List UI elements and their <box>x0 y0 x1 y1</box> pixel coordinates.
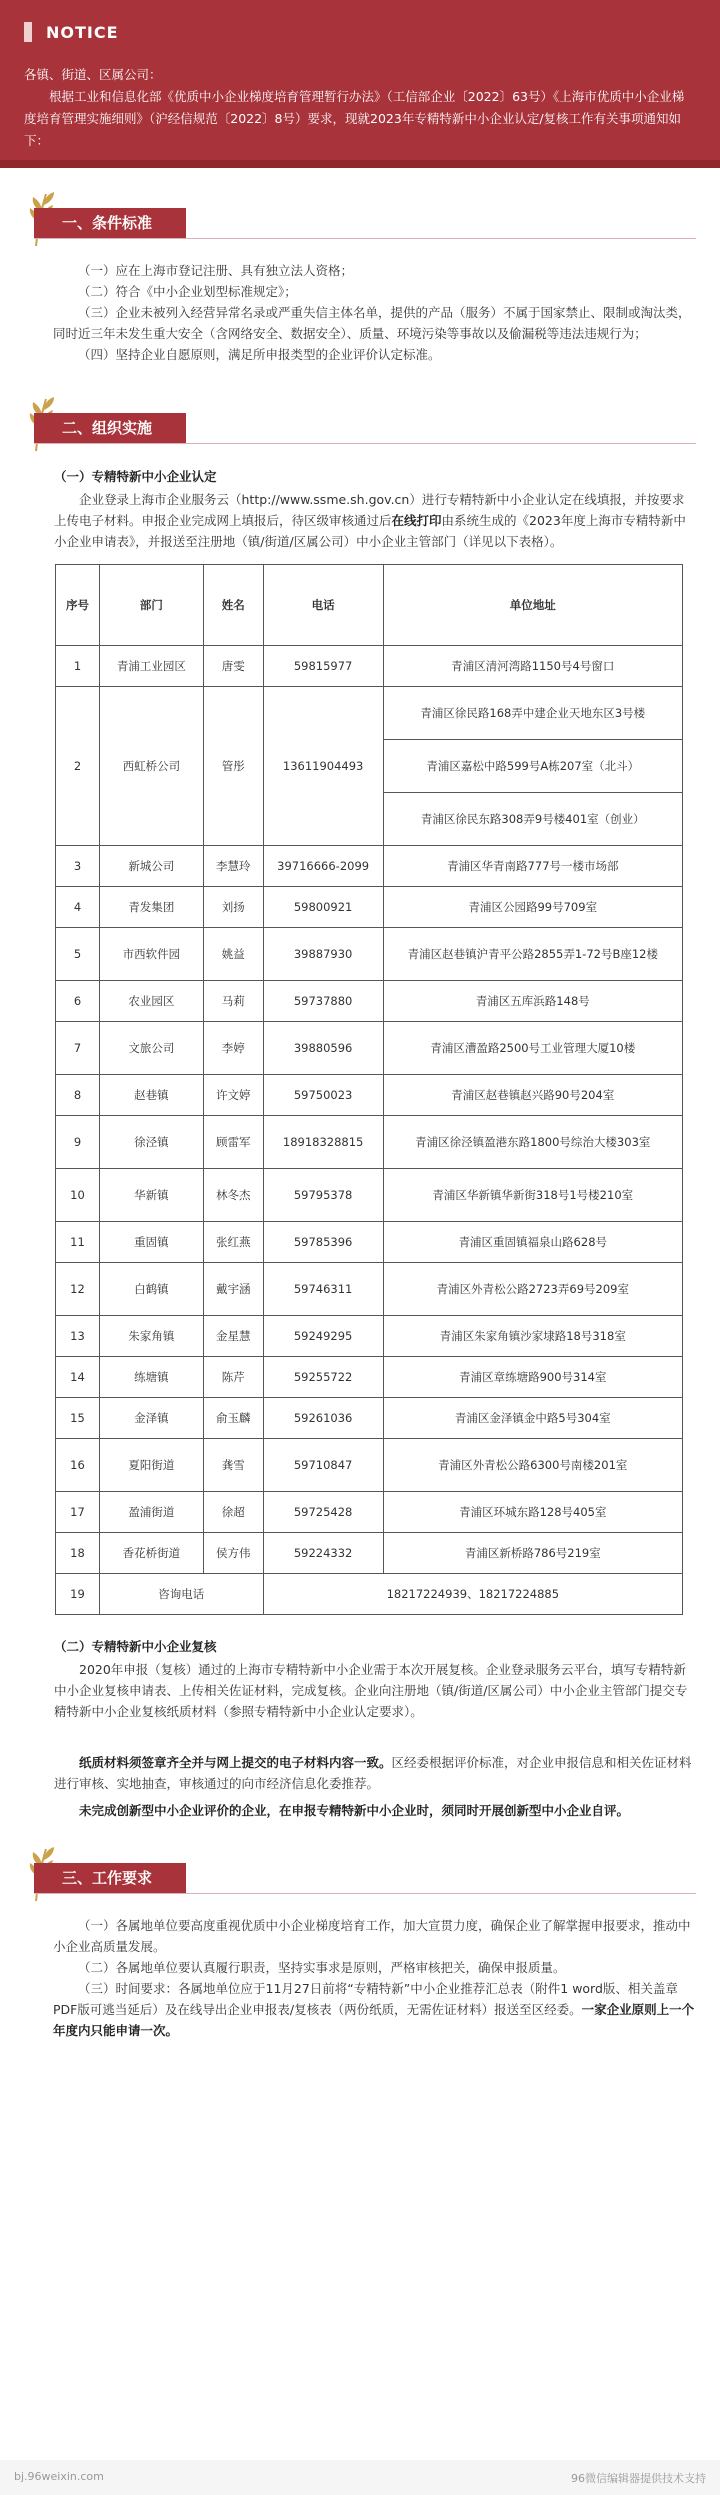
body-bold-text: 纸质材料须签章齐全并与网上提交的电子材料内容一致。 <box>79 1755 392 1770</box>
intro-paragraph: 根据工业和信息化部《优质中小企业梯度培育管理暂行办法》（工信部企业〔2022〕63号）《上海市优质中小企业梯度培育管理实施细则》（沪经信规范〔2022〕8号）要求，现就2023年专精特新中小企业认定/复核工作有关事项通知如下： <box>24 89 685 148</box>
subsection-body: 2020年申报（复核）通过的上海市专精特新中小企业需于本次开展复核。企业登录服务云平台，填写专精特新中小企业复核申请表、上传相关佐证材料，完成复核。企业向注册地（镇/街道/区属公司）中小企业主管部门提交专精特新中小企业复核纸质材料（参照专精特新中小企业认定要求）。 <box>54 1662 688 1719</box>
cell-dept: 华新镇 <box>99 1169 203 1222</box>
header-address: 单位地址 <box>383 565 682 646</box>
cell-address: 青浦区公园路99号709室 <box>383 887 682 928</box>
body-bold-text: 一家企业原则上一个年度内只能申请一次。 <box>53 2002 695 2038</box>
cell-name: 马莉 <box>203 981 263 1022</box>
cell-address: 青浦区华新镇华新街318号1号楼210室 <box>383 1169 682 1222</box>
section-header <box>24 393 696 453</box>
cell-address: 青浦区赵巷镇沪青平公路2855弄1-72号B座12楼 <box>383 928 682 981</box>
cell-dept: 农业园区 <box>99 981 203 1022</box>
cell-address: 青浦区赵巷镇赵兴路90号204室 <box>383 1075 682 1116</box>
body-text: 区经委根据评价标准，对企业申报信息和相关佐证材料进行审核、实地抽查，审核通过的向市经济信息化委推荐。 <box>54 1755 692 1791</box>
notice-banner <box>0 0 720 168</box>
cell-phone: 59800921 <box>263 887 383 928</box>
table-row <box>56 981 683 1022</box>
cell-phone: 39716666-2099 <box>263 846 383 887</box>
cell-phone: 18918328815 <box>263 1116 383 1169</box>
cell-no: 9 <box>56 1116 100 1169</box>
table-row <box>56 1222 683 1263</box>
cell-name: 许文婷 <box>203 1075 263 1116</box>
cell-name: 刘扬 <box>203 887 263 928</box>
cell-name: 唐雯 <box>203 646 263 687</box>
table-row <box>56 887 683 928</box>
greeting: 各镇、街道、区属公司： <box>24 67 162 82</box>
table-row <box>56 646 683 687</box>
cell-no: 16 <box>56 1439 100 1492</box>
cell-phone: 59224332 <box>263 1533 383 1574</box>
cell-no: 3 <box>56 846 100 887</box>
cell-dept: 新城公司 <box>99 846 203 887</box>
header-no: 序号 <box>56 565 100 646</box>
cell-no: 8 <box>56 1075 100 1116</box>
cell-dept: 朱家角镇 <box>99 1316 203 1357</box>
section-header <box>24 1843 696 1903</box>
cell-phone: 59737880 <box>263 981 383 1022</box>
section-divider <box>34 1893 696 1894</box>
table-row <box>56 1357 683 1398</box>
cell-name: 林冬杰 <box>203 1169 263 1222</box>
cell-name: 顾雷军 <box>203 1116 263 1169</box>
consult-row <box>56 1574 683 1615</box>
table-row <box>56 846 683 887</box>
header-phone: 电话 <box>263 565 383 646</box>
cell-dept: 重固镇 <box>99 1222 203 1263</box>
cell-no: 14 <box>56 1357 100 1398</box>
cell-name: 李慧玲 <box>203 846 263 887</box>
contact-table <box>55 564 683 1615</box>
cell-dept: 西虹桥公司 <box>99 687 203 846</box>
section-implementation <box>0 393 720 1821</box>
requirement-item <box>53 1978 696 2041</box>
page-footer <box>0 2460 720 2495</box>
table-row <box>56 1169 683 1222</box>
cell-dept: 金泽镇 <box>99 1398 203 1439</box>
cell-phone: 59795378 <box>263 1169 383 1222</box>
section-divider <box>34 238 696 239</box>
table-row <box>56 1263 683 1316</box>
cell-dept: 香花桥街道 <box>99 1533 203 1574</box>
footer-credit: 96微信编辑器提供技术支持 <box>571 2472 706 2485</box>
section-conditions <box>0 188 720 365</box>
header-dept: 部门 <box>99 565 203 646</box>
subsection-body <box>54 489 696 552</box>
cell-name: 李婷 <box>203 1022 263 1075</box>
cell-phone: 59750023 <box>263 1075 383 1116</box>
table-header-row <box>56 565 683 646</box>
section-divider <box>34 443 696 444</box>
cell-address: 青浦区朱家角镇沙家埭路18号318室 <box>383 1316 682 1357</box>
cell-phone: 59255722 <box>263 1357 383 1398</box>
table-row <box>56 1533 683 1574</box>
cell-no: 5 <box>56 928 100 981</box>
section-title: 一、条件标准 <box>34 208 186 238</box>
cell-address: 青浦区章练塘路900号314室 <box>383 1357 682 1398</box>
cell-address: 青浦区重固镇福泉山路628号 <box>383 1222 682 1263</box>
section-requirements <box>0 1843 720 2041</box>
body-text: （三）时间要求：各属地单位应于11月27日前将“专精特新”中小企业推荐汇总表（附件1 word版、相关盖章PDF版可逃当延后）及在线导出企业申报表/复核表（两份纸质，无需佐证材料）报送至区经委。 <box>53 1981 678 2017</box>
cell-phone: 39887930 <box>263 928 383 981</box>
cell-dept: 文旅公司 <box>99 1022 203 1075</box>
cell-phone: 59785396 <box>263 1222 383 1263</box>
cell-address: 青浦区华青南路777号一楼市场部 <box>383 846 682 887</box>
cell-no: 17 <box>56 1492 100 1533</box>
materials-paragraph <box>54 1752 696 1794</box>
table-body <box>56 646 683 1615</box>
cell-name: 侯方伟 <box>203 1533 263 1574</box>
cell-no: 1 <box>56 646 100 687</box>
requirement-item: （二）各属地单位要认真履行职责，坚持实事求是原则，严格审核把关，确保申报质量。 <box>78 1960 566 1975</box>
cell-address: 青浦区外青松公路2723弄69号209室 <box>383 1263 682 1316</box>
table-row <box>56 687 683 740</box>
section-title: 二、组织实施 <box>34 413 186 443</box>
condition-item: （二）符合《中小企业划型标准规定》； <box>78 284 297 299</box>
table-row <box>56 1316 683 1357</box>
cell-phone: 13611904493 <box>263 687 383 846</box>
cell-name: 姚益 <box>203 928 263 981</box>
cell-address: 青浦区徐泾镇盈港东路1800号综治大楼303室 <box>383 1116 682 1169</box>
cell-dept: 赵巷镇 <box>99 1075 203 1116</box>
table-row <box>56 1116 683 1169</box>
cell-phone: 59261036 <box>263 1398 383 1439</box>
cell-phone: 59815977 <box>263 646 383 687</box>
cell-dept: 盈浦街道 <box>99 1492 203 1533</box>
cell-address: 青浦区徐民路168弄中建企业天地东区3号楼 <box>383 687 682 740</box>
cell-phone: 59746311 <box>263 1263 383 1316</box>
body-text: 由系统生成的《2023年度上海市专精特新中小企业申请表》，并报送至注册地（镇/街道/区属公司）中小企业主管部门（详见以下表格）。 <box>54 513 686 549</box>
cell-dept: 白鹤镇 <box>99 1263 203 1316</box>
cell-address: 青浦区环城东路128号405室 <box>383 1492 682 1533</box>
cell-dept: 夏阳街道 <box>99 1439 203 1492</box>
cell-address: 青浦区清河湾路1150号4号窗口 <box>383 646 682 687</box>
notice-marker <box>24 22 32 42</box>
cell-no: 4 <box>56 887 100 928</box>
cell-name: 管彤 <box>203 687 263 846</box>
cell-address: 青浦区五库浜路148号 <box>383 981 682 1022</box>
requirement-item: （一）各属地单位要高度重视优质中小企业梯度培育工作，加大宣贯力度，确保企业了解掌握申报要求，推动中小企业高质量发展。 <box>53 1918 691 1954</box>
section-title: 三、工作要求 <box>34 1863 186 1893</box>
cell-phone: 59249295 <box>263 1316 383 1357</box>
table-row <box>56 1398 683 1439</box>
cell-phone: 59710847 <box>263 1439 383 1492</box>
cell-no: 12 <box>56 1263 100 1316</box>
cell-no: 6 <box>56 981 100 1022</box>
body-text: 企业登录上海市企业服务云（http://www.ssme.sh.gov.cn）进行专精特新中小企业认定在线填报，并按要求上传电子材料。申报企业完成网上填报后，待区级审核通过后 <box>54 492 685 528</box>
cell-dept: 市西软件园 <box>99 928 203 981</box>
innovation-paragraph: 未完成创新型中小企业评价的企业，在申报专精特新中小企业时，须同时开展创新型中小企业自评。 <box>79 1803 630 1818</box>
condition-item: （一）应在上海市登记注册、具有独立法人资格； <box>78 263 354 278</box>
body-bold-text: 在线打印 <box>391 513 442 528</box>
cell-no: 15 <box>56 1398 100 1439</box>
table-row <box>56 1075 683 1116</box>
condition-item: （三）企业未被列入经营异常名录或严重失信主体名单，提供的产品（服务）不属于国家禁止、限制或淘汰类，同时近三年未发生重大安全（含网络安全、数据安全）、质量、环境污染等事故以及偷漏税等违法违规行为； <box>53 305 691 341</box>
cell-no: 13 <box>56 1316 100 1357</box>
cell-name: 俞玉麟 <box>203 1398 263 1439</box>
cell-name: 陈芹 <box>203 1357 263 1398</box>
condition-item: （四）坚持企业自愿原则，满足所申报类型的企业评价认定标准。 <box>78 347 441 362</box>
cell-name: 金星慧 <box>203 1316 263 1357</box>
notice-label: NOTICE <box>46 22 119 42</box>
cell-address: 青浦区新桥路786号219室 <box>383 1533 682 1574</box>
cell-no: 18 <box>56 1533 100 1574</box>
cell-address: 青浦区金泽镇金中路5号304室 <box>383 1398 682 1439</box>
subsection-title: （一）专精特新中小企业认定 <box>54 469 217 484</box>
cell-consult-label: 咨询电话 <box>99 1574 263 1615</box>
cell-dept: 练塘镇 <box>99 1357 203 1398</box>
cell-dept: 徐泾镇 <box>99 1116 203 1169</box>
header-name: 姓名 <box>203 565 263 646</box>
cell-address: 青浦区外青松公路6300号南楼201室 <box>383 1439 682 1492</box>
cell-phone: 39880596 <box>263 1022 383 1075</box>
cell-dept: 青发集团 <box>99 887 203 928</box>
cell-name: 龚雪 <box>203 1439 263 1492</box>
table-row <box>56 1439 683 1492</box>
subsection-title: （二）专精特新中小企业复核 <box>54 1639 217 1654</box>
cell-name: 徐超 <box>203 1492 263 1533</box>
cell-name: 张红燕 <box>203 1222 263 1263</box>
cell-no: 7 <box>56 1022 100 1075</box>
cell-name: 戴宇涵 <box>203 1263 263 1316</box>
cell-address: 青浦区漕盈路2500号工业管理大厦10楼 <box>383 1022 682 1075</box>
footer-url[interactable]: bj.96weixin.com <box>14 2470 104 2483</box>
cell-no: 11 <box>56 1222 100 1263</box>
table-row <box>56 928 683 981</box>
cell-no: 2 <box>56 687 100 846</box>
table-row <box>56 1492 683 1533</box>
cell-phone: 59725428 <box>263 1492 383 1533</box>
cell-consult-phones: 18217224939、18217224885 <box>263 1574 682 1615</box>
cell-no: 10 <box>56 1169 100 1222</box>
cell-address: 青浦区徐民东路308弄9号楼401室（创业） <box>383 793 682 846</box>
banner-bottom-band <box>0 160 720 168</box>
cell-dept: 青浦工业园区 <box>99 646 203 687</box>
section-header <box>24 188 696 248</box>
cell-address: 青浦区嘉松中路599号A栋207室（北斗） <box>383 740 682 793</box>
table-row <box>56 1022 683 1075</box>
cell-no: 19 <box>56 1574 100 1615</box>
